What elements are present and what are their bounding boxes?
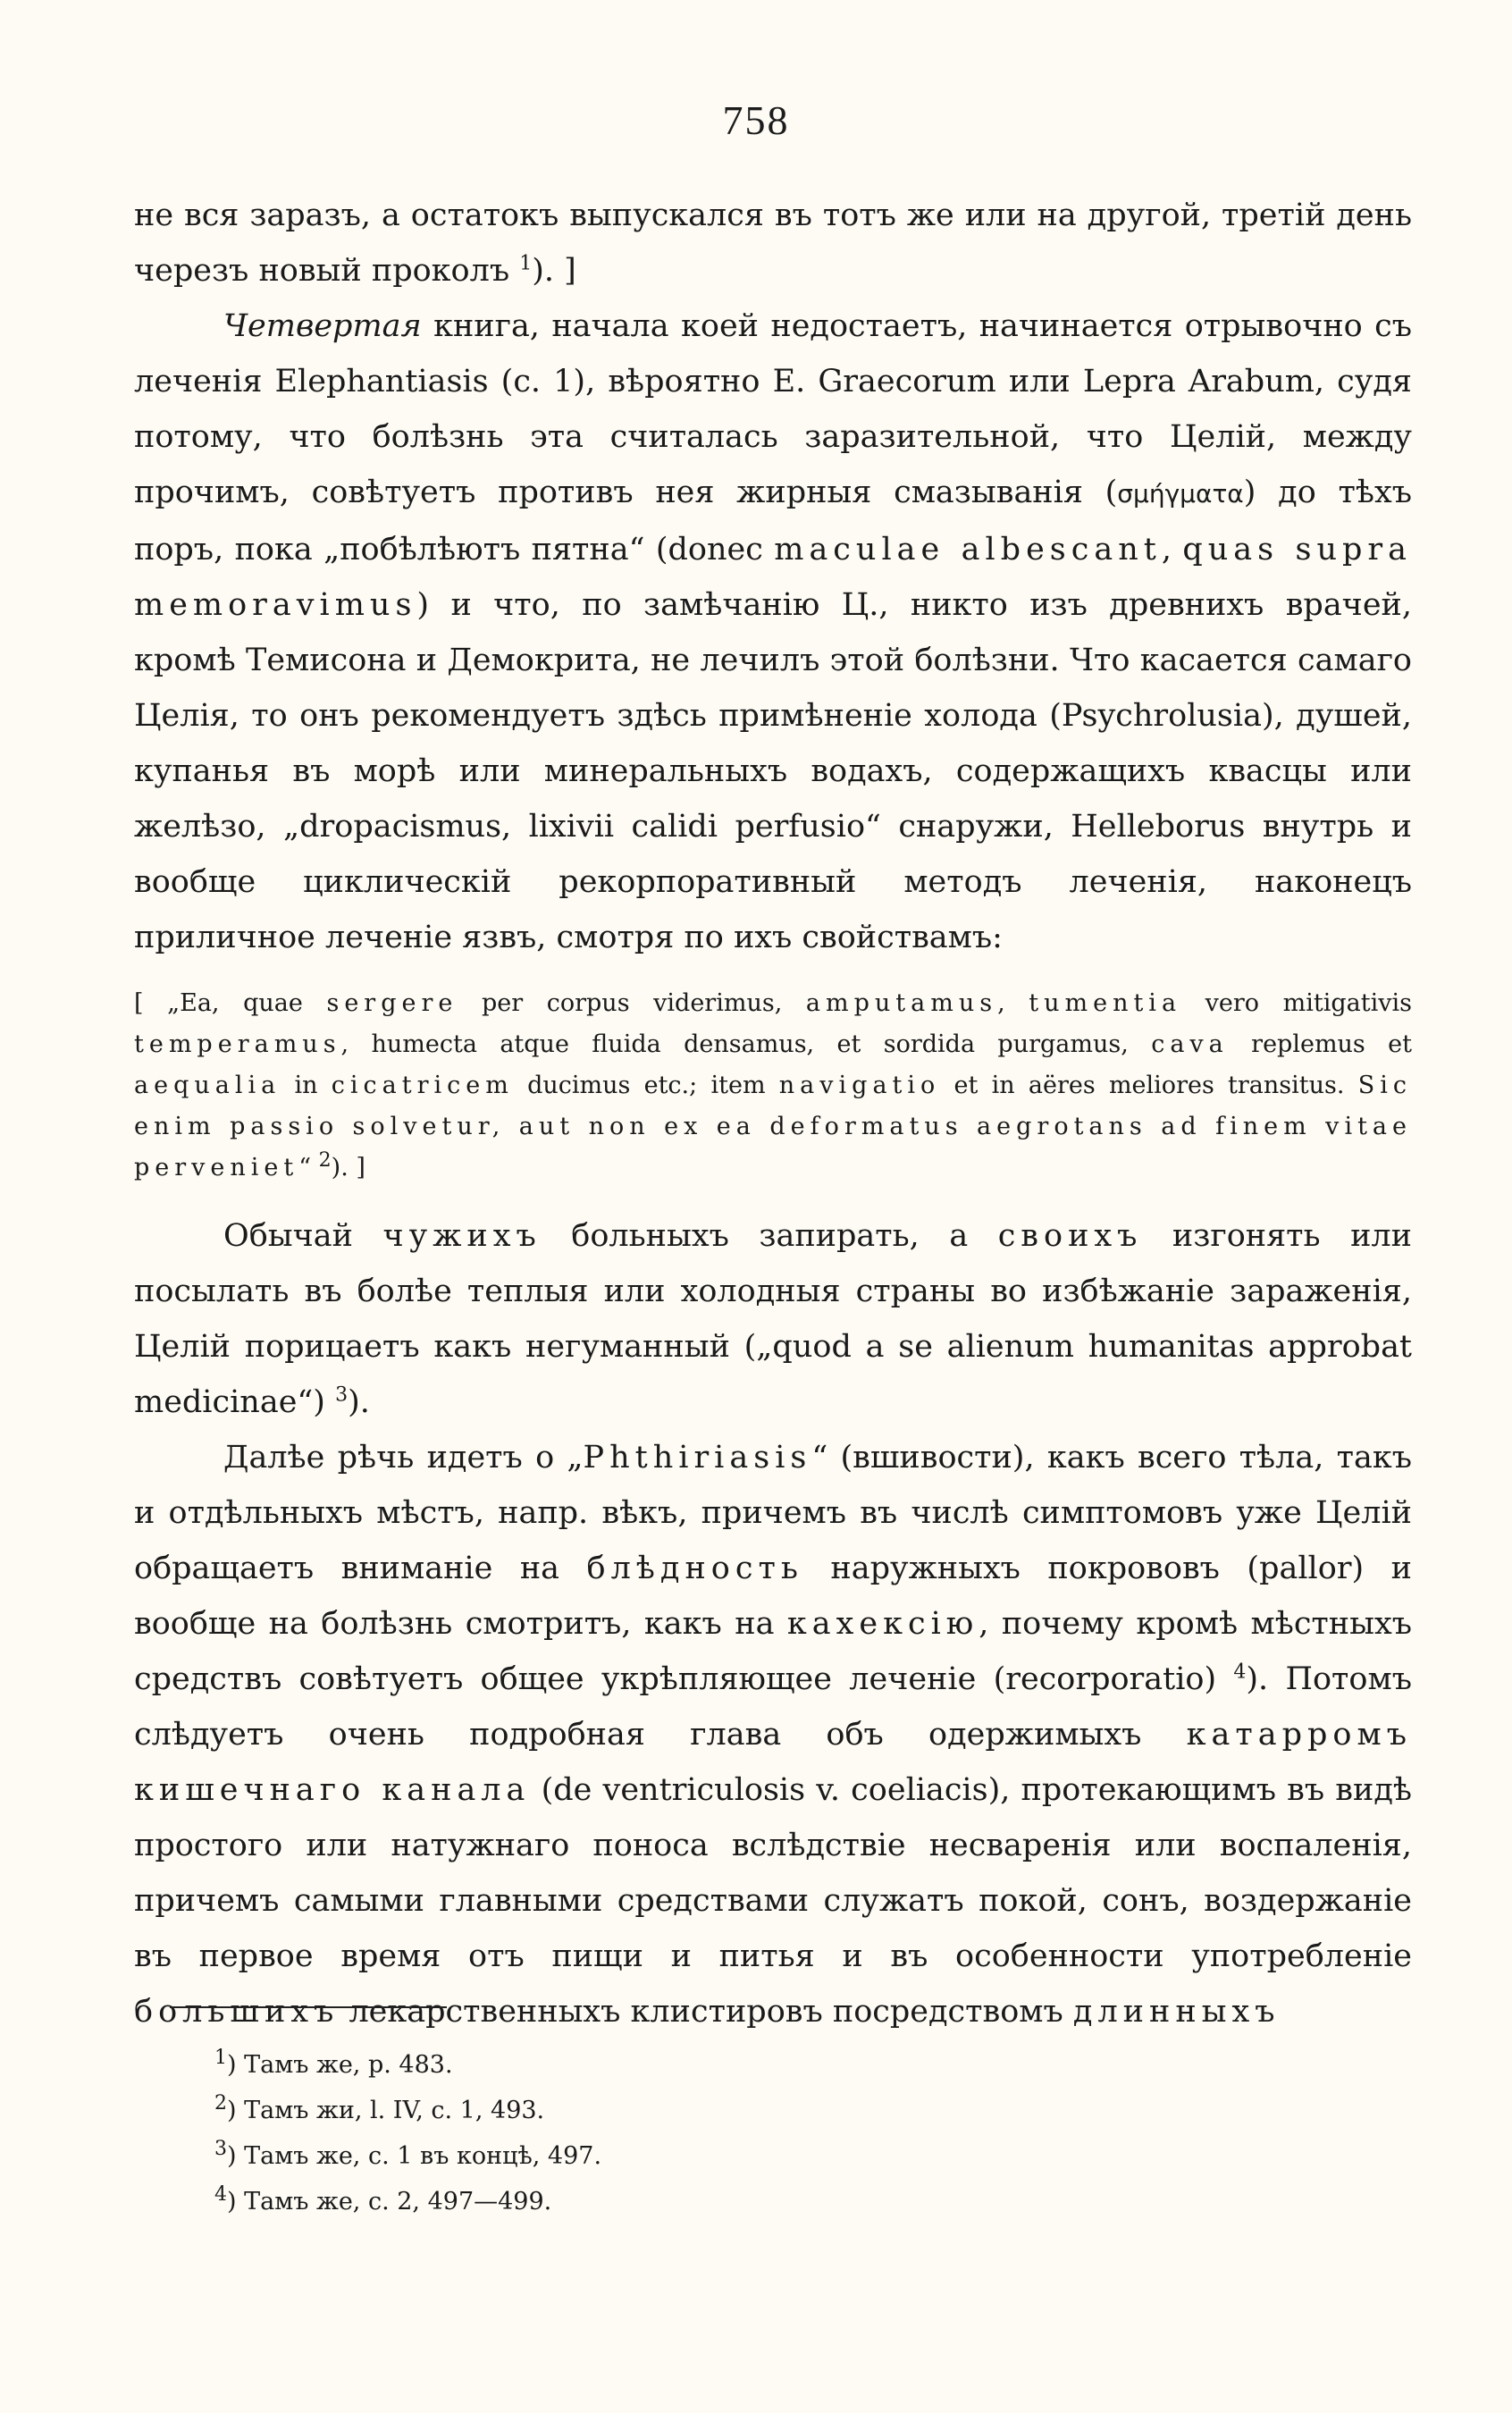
text-run: quas supra memoravimus: [134, 532, 1413, 623]
footnote-ref: 4: [1233, 1661, 1247, 1684]
text-run: изгонять или посылать въ болѣе теплыя или холодныя страны во избѣжаніе зараженія, Целій порицаетъ какъ негуманный („quod a se alienum humanitas approbat medicinae“): [134, 1218, 1412, 1420]
text-run: ) и что, по замѣчанію Ц., никто изъ древнихъ врачей, кромѣ Темисона и Демокрита, не лечилъ этой болѣзни. Что касается самаго Целія, то онъ рекомендуетъ здѣсь примѣненіе холода (Psychrolusia), душей, купанья въ морѣ или минеральныхъ водахъ, содержащихъ квасцы или желѣзо, „dropacismus, lixivii calidi perfusio“ снаружи, Helleborus внутрь и вообще циклическій рекорпоративный методъ леченія, наконецъ приличное леченіе язвъ, смотря по ихъ свойствамъ:: [134, 587, 1412, 955]
text-run: tumentia: [1029, 989, 1182, 1017]
page-number: 758: [722, 97, 790, 143]
text-run: длинныхъ: [1072, 1994, 1281, 2030]
text-run: ). Потомъ слѣдуетъ очень подробная глава объ одержимыхъ: [134, 1661, 1412, 1753]
text-run: Далѣе рѣчь идетъ о „: [223, 1440, 584, 1476]
footnote-ref: 2: [318, 1149, 332, 1172]
text-run: replemus et: [1228, 1030, 1413, 1058]
text-run: своихъ: [997, 1218, 1143, 1254]
text-run: “ (вшивости), какъ всего тѣла, такъ и отдѣльныхъ мѣстъ, напр. вѣкъ, причемъ въ числѣ симптомовъ уже Целій обращаетъ вниманіе на: [134, 1440, 1412, 1586]
footnote: [214, 2133, 601, 2179]
text-run: Обычай: [223, 1218, 383, 1254]
text-run: ). ]: [331, 1154, 365, 1181]
text-run: не вся заразъ, а остатокъ выпускался въ тотъ же или на другой, третій день черезъ новый проколъ: [134, 198, 1412, 289]
text-run: ducimus etc.; item: [513, 1072, 779, 1099]
body-text: [134, 188, 1412, 2039]
paragraph: [134, 298, 1412, 965]
footnote-separator: [170, 2006, 447, 2008]
footnote: [214, 2179, 601, 2224]
text-run: (de ventriculosis v. coeliacis), протекающимъ въ видѣ простого или натужнаго поноса вслѣдствіе несваренія или воспаленія, причемъ самыми главными средствами служатъ покой, сонъ, воздержаніе въ первое время отъ пищи и питья и въ особенности употребленіе: [134, 1772, 1412, 1974]
footnote-text: ) Тамъ жи, l. IV, c. 1, 493.: [227, 2097, 545, 2124]
text-run: cava: [1151, 1030, 1229, 1058]
footnote-ref: 1: [519, 252, 533, 275]
text-run: in: [281, 1072, 332, 1099]
text-run: , почему кромѣ мѣстныхъ средствъ совѣтуетъ общее укрѣпляющее леченіе (recorporatio): [134, 1606, 1412, 1697]
text-run: σμήγματα: [1117, 479, 1244, 509]
text-run: ).: [348, 1384, 370, 1420]
footnote-mark: 3: [214, 2138, 227, 2160]
text-run: cicatricem: [331, 1072, 514, 1099]
text-run: aequalia: [134, 1072, 281, 1099]
text-run: temperamus: [134, 1030, 341, 1058]
text-run: et in aëres meliores transitus.: [940, 1072, 1358, 1099]
footnote-text: ) Тамъ же, p. 483.: [227, 2051, 453, 2079]
text-run: per corpus viderimus,: [458, 989, 806, 1017]
footnote-ref: 3: [335, 1383, 349, 1407]
paragraph: [134, 188, 1412, 298]
text-run: vero mitigativis: [1181, 989, 1412, 1017]
text-run: лекарственныхъ клистировъ посредствомъ: [339, 1994, 1073, 2030]
text-run: блѣдность: [586, 1551, 803, 1586]
text-run: Phthiriasis: [583, 1440, 812, 1476]
text-run: больныхъ запирать, а: [541, 1218, 998, 1254]
text-run: катарромъ кишечнаго канала: [134, 1717, 1412, 1808]
text-run: maculae albescant: [774, 532, 1162, 568]
paragraph: [134, 1208, 1412, 1430]
text-run: navigatio: [778, 1072, 941, 1099]
text-run: Четвертая: [223, 308, 422, 344]
block-quote: [134, 983, 1412, 1189]
footnote-text: ) Тамъ же, c. 1 въ концѣ, 497.: [227, 2142, 602, 2170]
footnote: [214, 2042, 601, 2088]
text-run: кахексію: [786, 1606, 979, 1642]
text-run: чужихъ: [382, 1218, 542, 1254]
footnote-mark: 4: [214, 2183, 227, 2206]
footnote-text: ) Тамъ же, c. 2, 497—499.: [227, 2188, 552, 2215]
text-run: sergere: [326, 989, 458, 1017]
text-run: Sic enim passio solvetur, aut non ex ea deformatus aegrotans ad finem vitae perveniet: [134, 1072, 1412, 1181]
footnote-mark: 2: [214, 2092, 227, 2115]
text-run: книга, начала коей недостаетъ, начинается отрывочно съ леченія Elephantiasis (c. 1), вѣроятно E. Graecorum или Lepra Arabum, судя потому, что болѣзнь эта считалась заразительной, что Целій, между прочимъ, совѣтуетъ противъ нея жирныя смазыванія (: [134, 308, 1412, 510]
footnotes: [214, 2042, 601, 2224]
text-run: ,: [1161, 532, 1183, 568]
text-run: ) до тѣхъ поръ, пока „побѣлѣютъ пятна“ (donec: [134, 475, 1412, 568]
paragraph: [134, 1430, 1412, 2039]
text-run: ,: [997, 989, 1029, 1017]
footnote-mark: 1: [214, 2047, 227, 2069]
footnote: [214, 2088, 601, 2133]
text-run: наружныхъ покрововъ (pallor) и вообще на болѣзнь смотритъ, какъ на: [134, 1551, 1413, 1642]
text-run: , humecta atque fluida densamus, et sordida purgamus,: [340, 1030, 1152, 1058]
text-run: ). ]: [532, 253, 576, 289]
text-run: “: [298, 1154, 319, 1181]
text-run: [ „Ea, quae: [134, 989, 327, 1017]
text-run: amputamus: [805, 989, 998, 1017]
text-run: большихъ: [134, 1994, 340, 2030]
